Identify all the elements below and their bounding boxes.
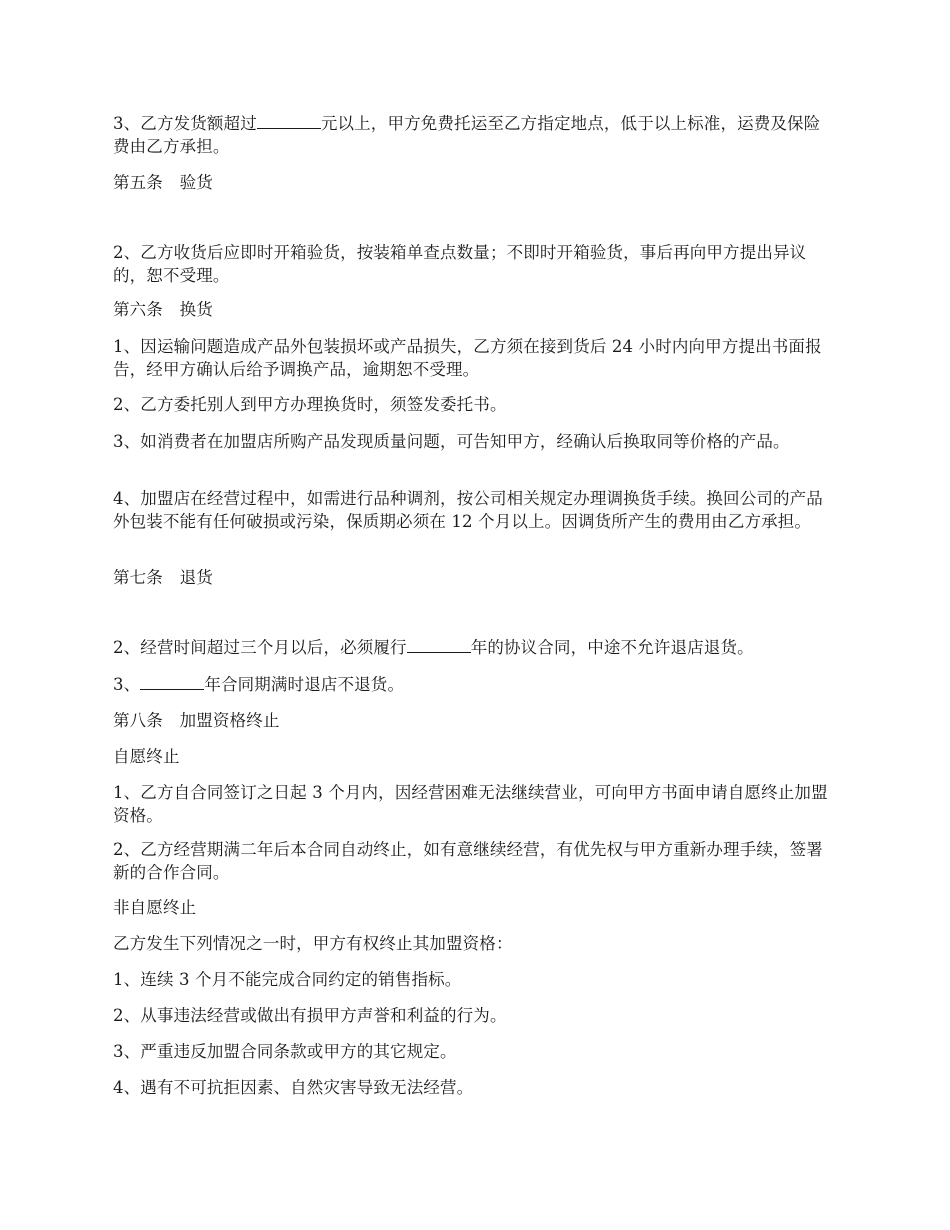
involuntary-intro: 乙方发生下列情况之一时，甲方有权终止其加盟资格： (113, 934, 513, 953)
involuntary-item-3: 3、严重违反加盟合同条款或甲方的其它规定。 (113, 1042, 457, 1061)
section-heading-5: 第五条 验货 (113, 173, 213, 192)
clause-4-item-3 (113, 112, 835, 158)
involuntary-item-2: 2、从事违法经营或做出有损甲方声誉和利益的行为。 (113, 1006, 507, 1025)
clause-7-item-2 (113, 636, 835, 659)
clause-text-part-1: 3、乙方发货额超过 (113, 114, 257, 133)
clause-6-item-3: 3、如消费者在加盟店所购产品发现质量问题，可告知甲方，经确认后换取同等价格的产品。 (113, 432, 790, 451)
section-heading-7: 第七条 退货 (113, 568, 213, 587)
clause-7-item-3 (113, 673, 835, 696)
subheading-voluntary: 自愿终止 (113, 747, 180, 766)
blank-underline (257, 113, 321, 129)
section-heading-6: 第六条 换货 (113, 300, 213, 319)
clause-8-voluntary-item-2: 2、乙方经营期满二年后本合同自动终止，如有意继续经营，有优先权与甲方重新办理手续，签署新的合作合同。 (113, 840, 823, 882)
clause-text-part-2: 年的协议合同，中途不允许退店退货。 (470, 638, 754, 657)
clause-6-item-2: 2、乙方委托别人到甲方办理换货时，须签发委托书。 (113, 395, 507, 414)
clause-8-voluntary-item-1: 1、乙方自合同签订之日起 3 个月内，因经营困难无法继续营业，可向甲方书面申请自愿终止加盟资格。 (113, 783, 828, 825)
blank-underline (407, 637, 471, 653)
clause-text-part-1: 2、经营时间超过三个月以后，必须履行 (113, 638, 407, 657)
involuntary-item-4: 4、遇有不可抗拒因素、自然灾害导致无法经营。 (113, 1078, 474, 1097)
clause-6-item-1: 1、因运输问题造成产品外包装损坏或产品损失，乙方须在接到货后 24 小时内向甲方提出书面报告，经甲方确认后给予调换产品，逾期恕不受理。 (113, 337, 822, 379)
subheading-involuntary: 非自愿终止 (113, 898, 197, 917)
involuntary-item-1: 1、连续 3 个月不能完成合同约定的销售指标。 (113, 970, 462, 989)
clause-text-part-2: 年合同期满时退店不退货。 (204, 675, 405, 694)
clause-6-item-4: 4、加盟店在经营过程中，如需进行品种调剂，按公司相关规定办理调换货手续。换回公司的产品外包装不能有任何破损或污染，保质期必须在 12 个月以上。因调货所产生的费用由乙方承担。 (113, 489, 823, 531)
section-heading-8: 第八条 加盟资格终止 (113, 711, 280, 730)
blank-underline (140, 674, 204, 690)
clause-text-part-2: 元以上，甲方免费托运至乙方指定地点，低于以上标准，运费及保险费由乙方承担。 (113, 114, 821, 156)
clause-text-part-1: 3、 (113, 675, 141, 694)
clause-5-item-2: 2、乙方收货后应即时开箱验货，按装箱单查点数量；不即时开箱验货，事后再向甲方提出异议的，恕不受理。 (113, 243, 807, 285)
